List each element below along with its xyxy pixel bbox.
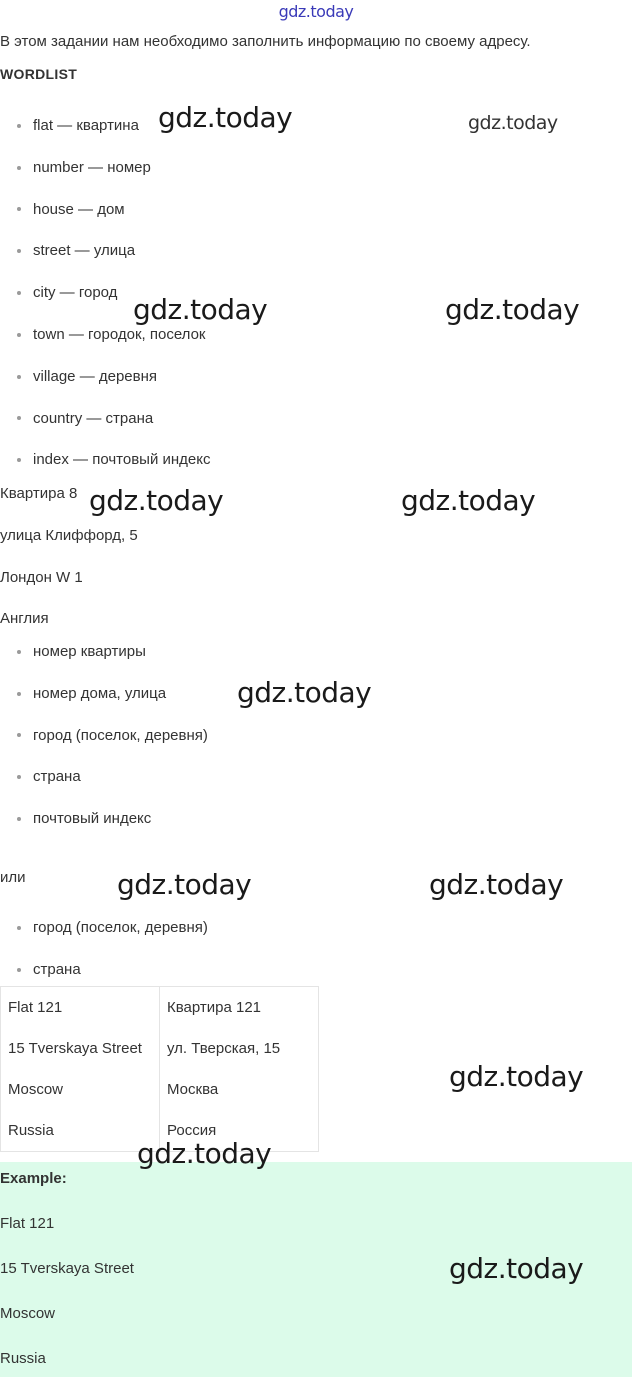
table-cell: Flat 121 [1,987,160,1029]
watermark: gdz.today [137,1137,272,1170]
list-item: house — дом [0,189,210,231]
intro-text: В этом задании нам необходимо заполнить информацию по своему адресу. [0,33,531,50]
list-item: страна [0,756,208,798]
list-item: village — деревня [0,356,210,398]
watermark: gdz.today [117,868,252,901]
site-logo[interactable]: gdz.today [278,2,354,21]
watermark: gdz.today [468,112,558,134]
watermark: gdz.today [89,484,224,517]
table-cell: ул. Тверская, 15 [160,1028,319,1069]
address-line: Англия [0,610,49,627]
example-line: 15 Tverskaya Street [0,1260,134,1277]
list-item: flat — квартина [0,105,210,147]
alt-description-list [0,907,208,991]
list-item: номер дома, улица [0,673,208,715]
watermark: gdz.today [237,676,372,709]
example-title: Example: [0,1170,67,1187]
list-item: town — городок, поселок [0,314,210,356]
list-item: город (поселок, деревня) [0,715,208,757]
table-cell: Россия [160,1110,319,1152]
address-line: Лондон W 1 [0,569,83,586]
table-row [1,1069,319,1110]
wordlist-heading: WORDLIST [0,66,78,82]
watermark: gdz.today [158,101,293,134]
list-item: index — почтовый индекс [0,439,210,481]
list-item: почтовый индекс [0,798,208,840]
list-item: страна [0,949,208,991]
table-row [1,1028,319,1069]
table-cell: Квартира 121 [160,987,319,1029]
table-cell: 15 Tverskaya Street [1,1028,160,1069]
list-item: number — номер [0,147,210,189]
address-line: Квартира 8 [0,485,78,502]
table-cell: Moscow [1,1069,160,1110]
address-line: улица Клиффорд, 5 [0,527,138,544]
watermark: gdz.today [445,293,580,326]
watermark: gdz.today [401,484,536,517]
watermark: gdz.today [429,868,564,901]
table-cell: Москва [160,1069,319,1110]
table-row [1,987,319,1029]
list-item: город (поселок, деревня) [0,907,208,949]
list-item: номер квартиры [0,631,208,673]
list-item: city — город [0,272,210,314]
address-table [0,986,319,1152]
example-line: Flat 121 [0,1215,55,1232]
watermark: gdz.today [449,1060,584,1093]
address-description-list [0,631,208,840]
or-label: или [0,869,26,886]
watermark: gdz.today [133,293,268,326]
example-line: Russia [0,1350,46,1367]
example-line: Moscow [0,1305,56,1322]
list-item: country — страна [0,398,210,440]
table-cell: Russia [1,1110,160,1152]
list-item: street — улица [0,230,210,272]
watermark: gdz.today [449,1252,584,1285]
